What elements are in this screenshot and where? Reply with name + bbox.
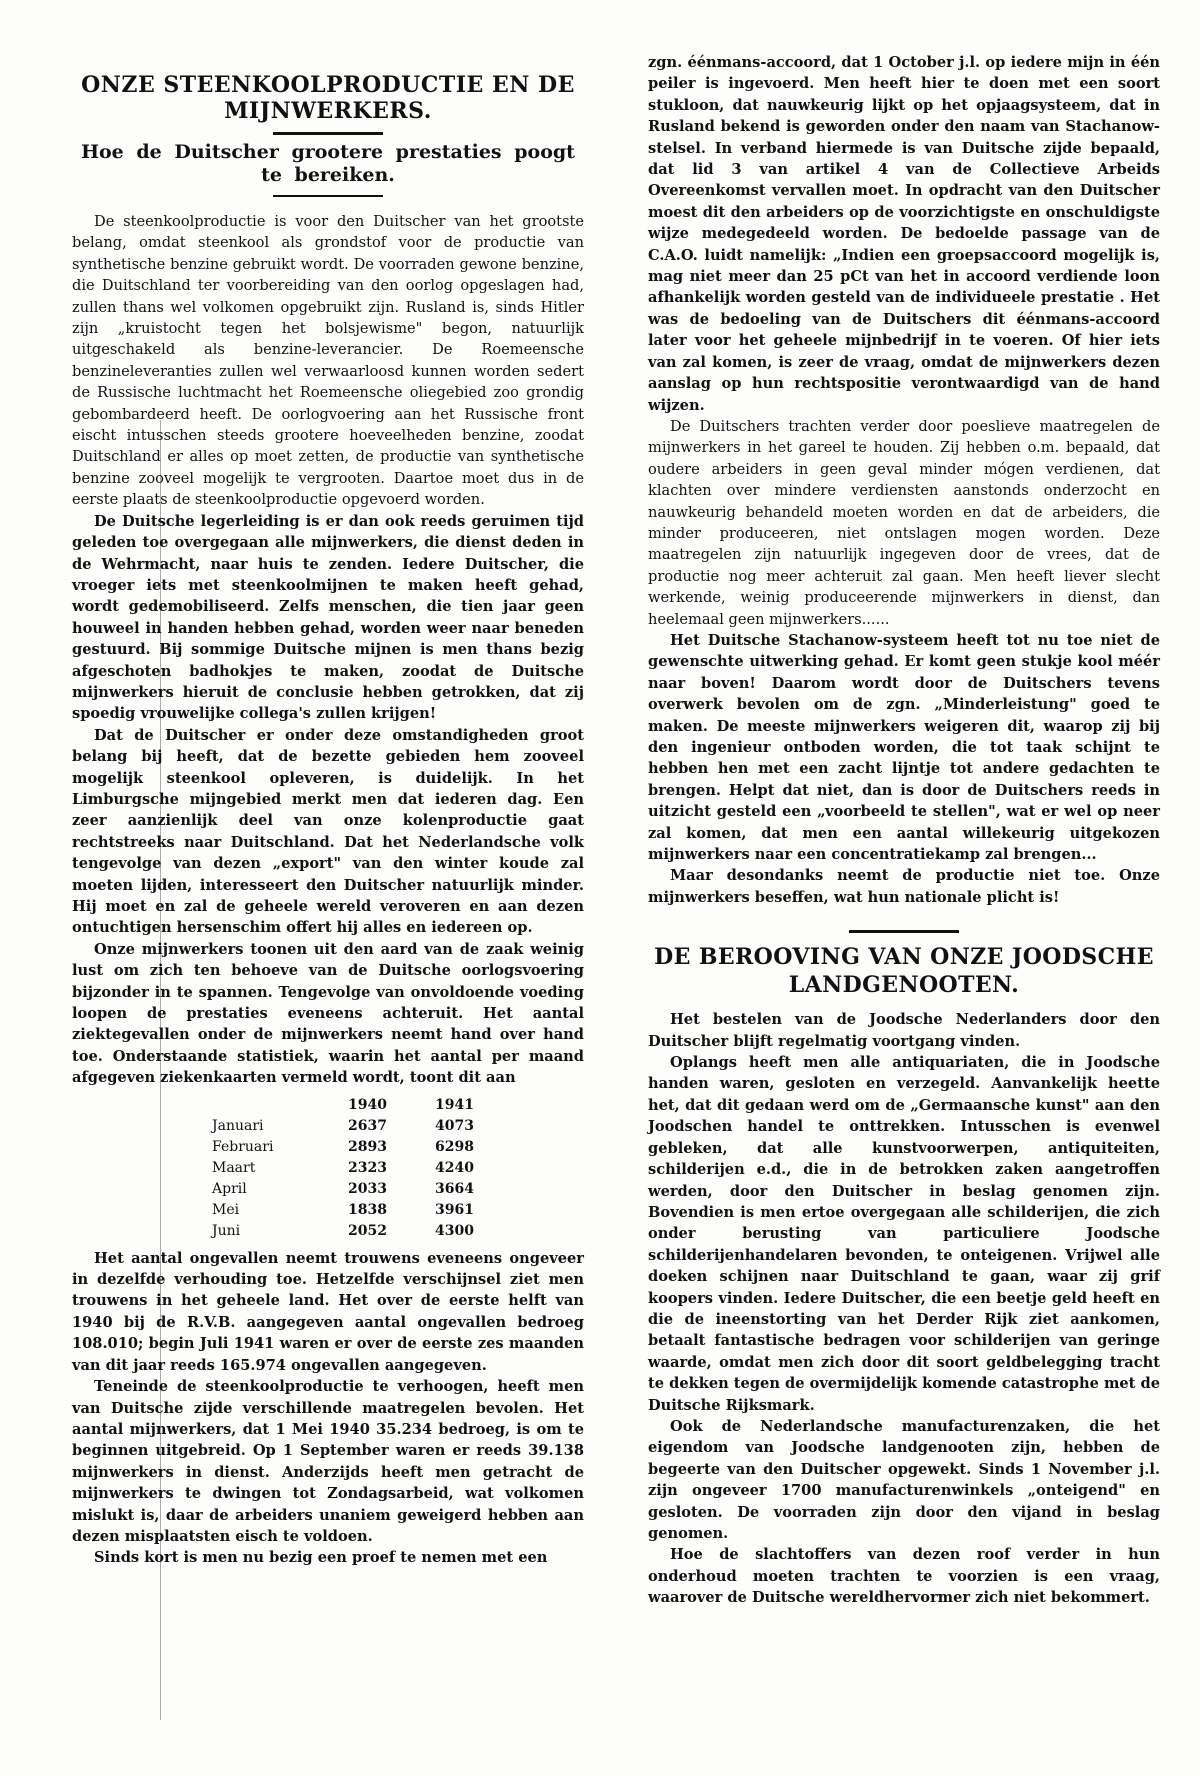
table-row [212, 1158, 474, 1179]
table-row [212, 1179, 474, 1200]
table-cell-1941: 4073 [434, 1117, 474, 1134]
article2-paragraph: Het bestelen van de Joodsche Nederlanders door den Duitscher blijft regelmatig voortgang vinden. [648, 1011, 1160, 1050]
table-cell-1941: 3664 [434, 1180, 474, 1197]
table-cell-1941: 4300 [434, 1222, 474, 1239]
article1-paragraph: Sinds kort is men nu bezig een proef te nemen met een [94, 1549, 548, 1567]
right-column [648, 52, 1160, 1609]
article2-paragraph: Hoe de slachtoffers van dezen roof verder in hun onderhoud moeten trachten te voorzien is een vraag, waarover de Duitsche wereldhervormer zich niet bekommert. [648, 1546, 1160, 1607]
table-cell-1940: 2323 [348, 1159, 387, 1176]
table-row [212, 1116, 474, 1137]
article1-paragraph: Teneinde de steenkoolproductie te verhoogen, heeft men van Duitsche zijde verschillende maatregelen bevolen. Het aantal mijnwerkers, dat 1 Mei 1940 35.234 bedroeg, is om te beginnen uitgebreid. Op 1 September waren er reeds 39.138 mijnwerkers in dienst. Anderzijds heeft men getracht de mijnwerkers te dwingen tot Zondagsarbeid, wat volkomen mislukt is, daar de arbeiders unaniem geweigerd hebben aan dezen misplaatsten eisch te voldoen. [72, 1378, 584, 1545]
article2-paragraph: Ook de Nederlandsche manufacturenzaken, die het eigendom van Joodsche landgenooten zijn, hebben de begeerte van den Duitscher opgewekt. Sinds 1 November j.l. zijn ongeveer 1700 manufacturenwinkels „onteigend" en gesloten. De voorraden zijn door den vijand in beslag genomen. [648, 1417, 1160, 1542]
table-header-1940: 1940 [348, 1096, 387, 1113]
article1-continued-paragraph: Het Duitsche Stachanow-systeem heeft tot nu toe niet de gewenschte uitwerking gehad. Er komt geen stukje kool méér naar boven! Daarom wordt door de Duitschers tevens overwerk bevolen om de zgn. „Minderleistung" goed te maken. De meeste mijnwerkers weigeren dit, waarop zij bij den ingenieur ontboden worden, die tot taak schijnt te hebben hen met een zacht lijntje tot andere gedachten te brengen. Helpt dat niet, dan is door de Duitschers reeds in uitzicht gesteld een „voorbeeld te stellen", wat er wel op neer zal komen, dat men een aantal willekeurig uitgekozen mijnwerkers naar een concentratiekamp zal brengen... [648, 631, 1160, 864]
article1-paragraph: De Duitsche legerleiding is er dan ook reeds geruimen tijd geleden toe overgegaan alle mijnwerkers, die dienst deden in de Wehrmacht, naar huis te zenden. Iedere Duitscher, die vroeger iets met steenkoolmijnen te maken heeft gehad, wordt gedemobiliseerd. Zelfs menschen, die tien jaar geen houweel in handen hebben gehad, worden weer naar beneden gestuurd. Bij sommige Duitsche mijnen is men thans bezig afgeschoten badhokjes te maken, zoodat de Duitsche mijnwerkers hieruit de conclusie hebben getrokken, dat zij spoedig vrouwelijke collega's zullen krijgen! [72, 512, 584, 723]
sick-cards-table [212, 1095, 474, 1242]
table-cell-1940: 2033 [348, 1180, 387, 1197]
article1-continued-paragraph: Maar desondanks neemt de productie niet toe. Onze mijnwerkers beseffen, wat hun nationale plicht is! [648, 867, 1160, 906]
table-row [212, 1137, 474, 1158]
table-cell-1940: 2893 [348, 1138, 387, 1155]
article1-paragraph: Dat de Duitscher er onder deze omstandigheden groot belang bij heeft, dat de bezette gebieden hem zooveel mogelijk steenkool opleveren, is duidelijk. In het Limburgsche mijngebied merkt men dat iederen dag. Een zeer aanzienlijk deel van onze kolenproductie gaat rechtstreeks naar Duitschland. Dat het Nederlandsche volk tengevolge van dezen „export" van den winter koude zal moeten lijden, interesseert den Duitscher natuurlijk minder. Hij moet en zal de geheele wereld veroveren en aan dezen ontuchtigen hersenschim offert hij alles en iedereen op. [72, 726, 584, 937]
table-header-row [212, 1095, 474, 1116]
table-header-month [212, 1095, 300, 1116]
table-row [212, 1221, 474, 1242]
table-cell-1940: 2637 [348, 1117, 387, 1134]
article1-continued-paragraph: De Duitschers trachten verder door poeslieve maatregelen de mijnwerkers in het gareel te houden. Zij hebben o.m. bepaald, dat oudere arbeiders in geen geval minder mógen verdienen, dat klachten over mindere verdiensten aanstonds onderzocht en nauwkeurig behandeld moeten worden en dat de arbeiders, die minder produceeren, niet ontslagen mogen worden. Deze maatregelen zijn natuurlijk ingegeven door de vrees, dat de productie nog meer achteruit zal gaan. Men heeft liever slecht werkende, weinig produceerende mijnwerkers in dienst, dan heelemaal geen mijnwerkers...... [648, 417, 1160, 628]
table-cell-month: Februari [212, 1138, 274, 1155]
table-header-1941: 1941 [434, 1096, 474, 1113]
subheadline-rule [273, 195, 383, 197]
article1-headline: ONZE STEENKOOLPRODUCTIE EN DE MIJNWERKERS. [81, 72, 575, 124]
table-cell-month: Mei [212, 1201, 240, 1218]
article1-paragraph: Onze mijnwerkers toonen uit den aard van de zaak weinig lust om zich ten behoeve van de Duitsche oorlogsvoering bijzonder in te spannen. Tengevolge van onvoldoende voeding loopen de prestaties eveneens achteruit. Het aantal ziektegevallen onder de mijnwerkers neemt hand over hand toe. Onderstaande statistiek, waarin het aantal per maand afgegeven ziekenkaarten vermeld wordt, toont dit aan [72, 940, 584, 1087]
table-cell-month: April [212, 1180, 247, 1197]
article1-paragraph: De steenkoolproductie is voor den Duitscher van het grootste belang, omdat steenkool als grondstof voor de productie van synthetische benzine gebruikt wordt. De voorraden gewone benzine, die Duitschland ter voorbereiding van den oorlog opgeslagen had, zullen thans wel volkomen opgebruikt zijn. Rusland is, sinds Hitler zijn „kruistocht tegen het bolsjewisme" begon, natuurlijk uitgeschakeld als benzine-leverancier. De Roemeensche benzineleveranties zullen wel verwaarloosd kunnen worden sedert de Russische luchtmacht het Roemeensche oliegebied zoo grondig gebombardeerd heeft. De oorlogvoering aan het Russische front eischt intusschen steeds grootere hoeveelheden benzine, zoodat Duitschland er alles op moet zetten, de productie van synthetische benzine zooveel mogelijk te vergrooten. Daartoe moet dus in de eerste plaats de steenkoolproductie opgevoerd worden. [72, 213, 584, 509]
table-cell-1940: 1838 [348, 1201, 387, 1218]
table-cell-month: Januari [212, 1117, 264, 1134]
table-cell-1941: 4240 [434, 1159, 474, 1176]
table-cell-month: Juni [212, 1222, 241, 1239]
article2-headline: DE BEROOVING VAN ONZE JOODSCHE LANDGENOOTEN. [654, 944, 1154, 999]
article2-paragraph: Oplangs heeft men alle antiquariaten, die in Joodsche handen waren, gesloten en verzegeld. Aanvankelijk heette het, dat dit gedaan werd om de „Germaansche kunst" aan den Joodschen handel te onttrekken. Intusschen is evenwel gebleken, dat alle kunstvoorwerpen, antiquiteiten, schilderijen e.d., die in de betrokken zaken aangetroffen werden, door den Duitscher in beslag genomen zijn. Bovendien is men ertoe overgegaan alle schilderijen, die zich onder berusting van particuliere Joodsche schilderijenhandelaren bevonden, te onteigenen. Vrijwel alle doeken schijnen naar Duitschland te gaan, waar zij grif koopers vinden. Iedere Duitscher, die een beetje geld heeft en die de ineenstorting van het Derder Rijk ziet aankomen, betaalt fantastische bedragen voor schilderijen van geringe waarde, omdat men zich door dit soort geldbelegging tracht te dekken tegen de overmijdelijk komende catastrophe met de Duitsche Rijksmark. [648, 1054, 1160, 1414]
article1-continued-paragraph: zgn. éénmans-accoord, dat 1 October j.l. op iedere mijn in één peiler is ingevoerd. Men heeft hier te doen met een soort stukloon, dat nauwkeurig lijkt op het opjaagsysteem, dat in Rusland bekend is geworden onder den naam van Stachanow-stelsel. In verband hiermede is van Duitsche zijde bepaald, dat lid 3 van artikel 4 van de Collectieve Arbeids Overeenkomst vervallen moet. In opdracht van den Duitscher moest dit den arbeiders op de voorzichtigste en onschuldigste wijze medegedeeld worden. De bedoelde passage van de C.A.O. luidt namelijk: „Indien een groepsaccoord mogelijk is, mag niet meer dan 25 pCt van het in accoord verdiende loon afhankelijk worden gesteld van de individueele prestatie . Het was de bedoeling van de Duitschers dit éénmans-accoord later voor het geheele mijnbedrijf in te voeren. Of hier iets van zal komen, is zeer de vraag, omdat de mijnwerkers dezen aanslag op hun rechtspositie verontwaardigd van de hand wijzen. [648, 54, 1160, 414]
table-cell-1940: 2052 [348, 1222, 387, 1239]
table-row [212, 1200, 474, 1221]
article1-paragraph: Het aantal ongevallen neemt trouwens eveneens ongeveer in dezelfde verhouding toe. Hetzelfde verschijnsel ziet men trouwens in het geheele land. Het over de eerste helft van 1940 bij de R.V.B. aangegeven aantal ongevallen bedroeg 108.010; begin Juli 1941 waren er over de eerste zes maanden van dit jaar reeds 165.974 ongevallen aangegeven. [72, 1249, 584, 1374]
headline-rule [273, 132, 383, 135]
article-separator-rule [849, 930, 959, 933]
table-cell-month: Maart [212, 1159, 256, 1176]
table-cell-1941: 3961 [434, 1201, 474, 1218]
table-cell-1941: 6298 [434, 1138, 474, 1155]
left-column [72, 58, 584, 1569]
article1-subheadline: Hoe de Duitscher grootere prestaties poogt te bereiken. [81, 141, 575, 186]
